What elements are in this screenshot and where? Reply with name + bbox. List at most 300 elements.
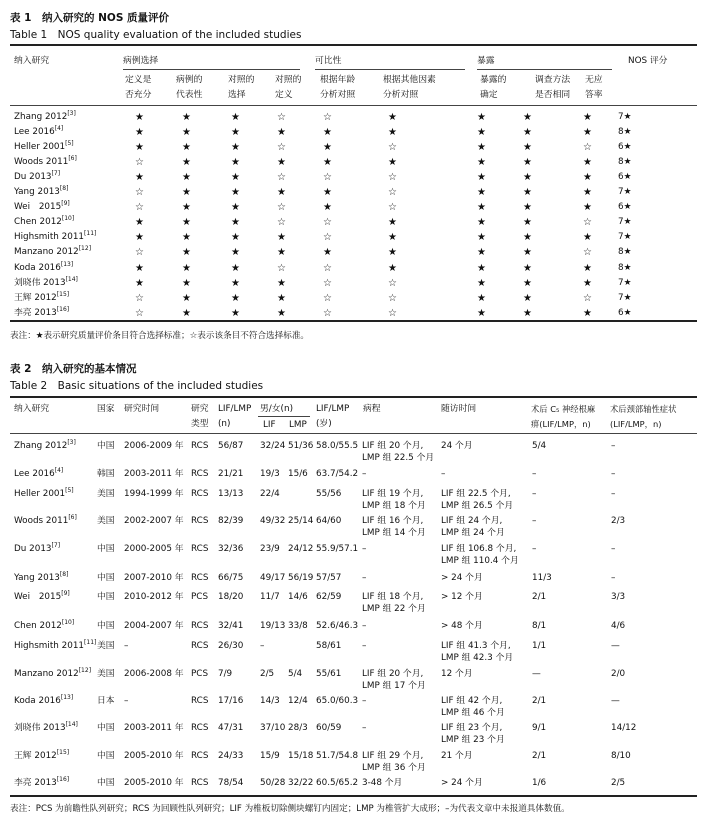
table1-subheader: 病例的	[176, 75, 203, 85]
sex-lmp: 12/4	[288, 696, 308, 706]
sample-size: 32/36	[218, 544, 244, 554]
country: 美国	[97, 641, 115, 651]
table2-header-study: 纳入研究	[14, 404, 50, 414]
table2-header-sex-lif: LIF	[263, 420, 276, 430]
study-label: Highsmith 2011	[14, 232, 85, 243]
study-name	[14, 247, 91, 258]
reference-marker: [10]	[61, 619, 75, 627]
table2-header-n: LIF/LMP	[218, 404, 252, 414]
study-label: Woods 2011	[14, 157, 69, 168]
sample-size: 47/31	[218, 723, 244, 733]
c5-palsy: 11/3	[532, 573, 552, 583]
follow-up: LIF 组 106.8 个月,	[441, 544, 517, 554]
quality-star-mark: ★	[277, 277, 286, 289]
study-type: RCS	[191, 441, 209, 451]
disease-course: –	[362, 723, 367, 733]
table2-header-type: 类型	[191, 419, 209, 429]
c5-palsy: 2/1	[532, 751, 547, 761]
c5-palsy: 2/1	[532, 592, 547, 602]
quality-star-mark: ★	[231, 307, 240, 319]
study-type: RCS	[191, 621, 209, 631]
quality-star-mark: ★	[523, 292, 532, 304]
quality-star-mark: ★	[523, 172, 532, 184]
quality-star-mark: ☆	[277, 262, 286, 274]
study-name	[14, 751, 69, 762]
study-name	[14, 592, 70, 603]
follow-up: 12 个月	[441, 669, 473, 679]
sample-size: 32/41	[218, 621, 244, 631]
quality-star-mark: ☆	[135, 157, 144, 169]
study-name	[14, 187, 68, 198]
quality-star-mark: ★	[477, 157, 486, 169]
sex-header-underline	[258, 416, 310, 417]
study-name	[14, 441, 76, 452]
study-name	[14, 275, 78, 289]
study-label: Woods 2011	[14, 516, 69, 526]
study-period: 1994-1999 年	[124, 489, 184, 499]
axial-symptoms: –	[611, 469, 616, 479]
table1-subheader: 根据其他因素	[383, 75, 436, 85]
c5-palsy: —	[532, 669, 541, 679]
quality-star-mark: ★	[583, 277, 592, 289]
reference-marker: [14]	[65, 275, 78, 283]
sex-lmp: 15/6	[288, 469, 308, 479]
study-label: Chen 2012	[14, 217, 62, 228]
c5-palsy: 5/4	[532, 441, 547, 451]
quality-star-mark: ★	[182, 172, 191, 184]
follow-up: > 24 个月	[441, 573, 483, 583]
quality-star-mark: ★	[583, 307, 592, 319]
disease-course: –	[362, 641, 367, 651]
nos-score: 8★	[618, 127, 632, 138]
nos-score: 6★	[618, 202, 632, 213]
table2-caption-zh: 表 2 纳入研究的基本情况	[10, 363, 137, 375]
study-type: RCS	[191, 544, 209, 554]
sample-size: 66/75	[218, 573, 244, 583]
follow-up: LIF 组 22.5 个月,	[441, 489, 511, 499]
quality-star-mark: ★	[523, 112, 532, 123]
table2-header-sex-lmp: LMP	[289, 420, 307, 430]
reference-marker: [8]	[59, 185, 69, 193]
follow-up: LIF 组 23 个月,	[441, 723, 503, 733]
age: 64/60	[316, 516, 342, 526]
table1-top-rule	[10, 44, 697, 46]
quality-star-mark: ★	[277, 307, 286, 319]
sample-size: 24/33	[218, 751, 244, 761]
quality-star-mark: ★	[231, 187, 240, 199]
study-period: 2007-2010 年	[124, 573, 184, 583]
table1-subheader: 分析对照	[320, 90, 356, 100]
sample-size: 56/87	[218, 441, 244, 451]
study-period: –	[124, 696, 129, 706]
sex-lif: –	[260, 641, 265, 651]
study-type: PCS	[191, 592, 209, 602]
study-label: Highsmith 2011	[14, 641, 85, 651]
quality-star-mark: ★	[182, 247, 191, 259]
c5-palsy: –	[532, 516, 537, 526]
study-type: RCS	[191, 641, 209, 651]
sex-lif: 49/17	[260, 573, 286, 583]
reference-marker: [15]	[56, 749, 70, 757]
c5-palsy: 2/1	[532, 696, 547, 706]
quality-star-mark: ★	[477, 292, 486, 304]
quality-star-mark: ★	[135, 142, 144, 154]
study-type: RCS	[191, 778, 209, 788]
study-label: Heller 2001	[14, 489, 66, 499]
sex-lmp: 15/18	[288, 751, 314, 761]
nos-score: 7★	[618, 292, 632, 303]
sex-lmp: 33/8	[288, 621, 308, 631]
follow-up: > 12 个月	[441, 592, 483, 602]
study-period: 2002-2007 年	[124, 516, 184, 526]
nos-score: 7★	[618, 112, 632, 122]
study-label: Lee 2016	[14, 127, 55, 138]
disease-course: LMP 组 17 个月	[362, 681, 426, 691]
reference-marker: [5]	[65, 140, 74, 148]
study-type: RCS	[191, 696, 209, 706]
table1-subheader: 代表性	[176, 90, 203, 100]
follow-up: > 24 个月	[441, 778, 483, 788]
table1-group-header: 暴露	[477, 56, 495, 66]
study-label: Yang 2013	[14, 573, 60, 583]
table1-caption-en: Table 1 NOS quality evaluation of the included studies	[10, 29, 302, 41]
axial-symptoms: –	[611, 544, 616, 554]
disease-course: LMP 组 14 个月	[362, 528, 426, 538]
axial-symptoms: 8/10	[611, 751, 631, 761]
quality-star-mark: ★	[523, 307, 532, 319]
table2-header-course: 病程	[363, 404, 381, 414]
study-type: RCS	[191, 469, 209, 479]
reference-marker: [16]	[56, 305, 70, 313]
study-period: 2005-2010 年	[124, 778, 184, 788]
study-label: 王辉 2012	[14, 751, 57, 761]
sex-lif: 19/13	[260, 621, 286, 631]
table2-header-followup: 随访时间	[441, 404, 477, 414]
quality-star-mark: ☆	[388, 202, 397, 214]
sex-lif: 23/9	[260, 544, 280, 554]
study-name	[14, 544, 60, 555]
study-label: 王辉 2012	[14, 292, 57, 303]
table2-header-sex: 男/女(n)	[260, 404, 293, 414]
study-period: 2006-2009 年	[124, 441, 184, 451]
quality-star-mark: ★	[182, 307, 191, 319]
reference-marker: [7]	[51, 170, 61, 178]
quality-star-mark: ★	[231, 112, 240, 123]
quality-star-mark: ★	[231, 127, 240, 139]
sex-lif: 11/7	[260, 592, 280, 602]
quality-star-mark: ★	[583, 127, 592, 139]
sex-lif: 49/32	[260, 516, 286, 526]
quality-star-mark: ☆	[277, 172, 286, 184]
study-name	[14, 669, 91, 680]
follow-up: –	[441, 469, 446, 479]
group-underline-exposure	[477, 69, 612, 70]
quality-star-mark: ★	[277, 292, 286, 304]
quality-star-mark: ★	[477, 187, 486, 199]
country: 美国	[97, 669, 115, 679]
age: 55.9/57.1	[316, 544, 359, 554]
sex-lmp: 28/3	[288, 723, 308, 733]
quality-star-mark: ★	[388, 232, 397, 244]
quality-star-mark: ☆	[135, 202, 144, 214]
sex-lmp: 32/22	[288, 778, 314, 788]
reference-marker: [13]	[60, 260, 74, 268]
disease-course: LMP 组 18 个月	[362, 501, 426, 511]
sex-lif: 50/28	[260, 778, 286, 788]
quality-star-mark: ★	[231, 247, 240, 259]
disease-course: LMP 组 22.5 个月	[362, 453, 435, 463]
follow-up: LMP 组 46 个月	[441, 708, 505, 718]
sex-lmp: 51/36	[288, 441, 314, 451]
study-period: 2010-2012 年	[124, 592, 184, 602]
quality-star-mark: ☆	[135, 187, 144, 199]
quality-star-mark: ☆	[323, 277, 332, 289]
quality-star-mark: ☆	[277, 142, 286, 154]
quality-star-mark: ★	[182, 292, 191, 304]
quality-star-mark: ★	[182, 187, 191, 199]
age: 60/59	[316, 723, 342, 733]
table2-header-type: 研究	[191, 404, 209, 414]
study-name	[14, 290, 70, 304]
follow-up: LIF 组 24 个月,	[441, 516, 503, 526]
country: 日本	[97, 696, 115, 706]
reference-marker: [9]	[61, 200, 70, 208]
quality-star-mark: ★	[583, 262, 592, 274]
country: 美国	[97, 489, 115, 499]
study-name	[14, 112, 76, 123]
table2-header-n: (n)	[218, 419, 231, 429]
table1-group-header: 病例选择	[123, 56, 159, 66]
study-name	[14, 232, 96, 243]
age: 60.5/65.2	[316, 778, 359, 788]
axial-symptoms: 4/6	[611, 621, 626, 631]
table1-subheader: 根据年龄	[320, 75, 356, 85]
quality-star-mark: ★	[277, 247, 286, 259]
table1-caption-zh: 表 1 纳入研究的 NOS 质量评价	[10, 12, 170, 24]
age: 63.7/54.2	[316, 469, 359, 479]
quality-star-mark: ☆	[277, 217, 286, 229]
disease-course: –	[362, 573, 367, 583]
table1-subheader: 定义	[275, 90, 293, 100]
table1-subheader: 对照的	[275, 75, 302, 85]
quality-star-mark: ☆	[388, 187, 397, 199]
table2-header-country: 国家	[97, 404, 115, 414]
quality-star-mark: ★	[523, 232, 532, 244]
study-label: Wei 2015	[14, 202, 62, 213]
quality-star-mark: ★	[583, 202, 592, 214]
nos-score: 7★	[618, 277, 632, 288]
sex-lif: 22/4	[260, 489, 280, 499]
reference-marker: [14]	[65, 721, 78, 729]
disease-course: LIF 组 29 个月,	[362, 751, 424, 761]
country: 中国	[97, 544, 115, 554]
study-label: Manzano 2012	[14, 669, 79, 679]
study-name	[14, 172, 60, 183]
table1-subheader: 无应	[585, 75, 603, 85]
quality-star-mark: ★	[135, 232, 144, 244]
quality-star-mark: ☆	[277, 112, 286, 123]
study-label: Koda 2016	[14, 262, 61, 273]
quality-star-mark: ★	[231, 202, 240, 214]
c5-palsy: 8/1	[532, 621, 547, 631]
quality-star-mark: ★	[477, 277, 486, 289]
quality-star-mark: ★	[182, 157, 191, 169]
quality-star-mark: ★	[583, 187, 592, 199]
sex-lmp: 56/19	[288, 573, 314, 583]
study-label: Du 2013	[14, 544, 52, 554]
quality-star-mark: ☆	[583, 142, 592, 154]
study-name	[14, 723, 78, 734]
nos-score: 8★	[618, 157, 632, 168]
table1-subheader: 暴露的	[480, 75, 507, 85]
nos-score: 7★	[618, 217, 632, 228]
study-label: Zhang 2012	[14, 441, 68, 451]
sample-size: 26/30	[218, 641, 244, 651]
quality-star-mark: ☆	[323, 112, 332, 123]
quality-star-mark: ★	[477, 262, 486, 274]
study-name	[14, 142, 74, 153]
table1-subheader: 对照的	[228, 75, 255, 85]
reference-marker: [11]	[84, 230, 97, 238]
quality-star-mark: ★	[583, 157, 592, 169]
study-label: Du 2013	[14, 172, 52, 183]
reference-marker: [9]	[61, 590, 70, 598]
study-label: Koda 2016	[14, 696, 61, 706]
axial-symptoms: 3/3	[611, 592, 626, 602]
reference-marker: [3]	[67, 439, 76, 447]
c5-palsy: –	[532, 469, 537, 479]
axial-symptoms: 2/0	[611, 669, 626, 679]
quality-star-mark: ★	[388, 217, 397, 229]
nos-score: 6★	[618, 142, 632, 153]
table2-header-rule	[10, 433, 697, 434]
reference-marker: [4]	[54, 467, 64, 475]
reference-marker: [3]	[67, 110, 76, 118]
follow-up: LMP 组 26.5 个月	[441, 501, 514, 511]
quality-star-mark: ★	[182, 142, 191, 154]
c5-palsy: 1/1	[532, 641, 547, 651]
reference-marker: [16]	[56, 776, 70, 784]
quality-star-mark: ★	[231, 217, 240, 229]
quality-star-mark: ★	[182, 112, 191, 123]
study-name	[14, 127, 63, 138]
quality-star-mark: ★	[477, 217, 486, 229]
sex-lmp: 25/14	[288, 516, 314, 526]
quality-star-mark: ★	[231, 172, 240, 184]
study-period: 2003-2011 年	[124, 723, 184, 733]
sample-size: 18/20	[218, 592, 244, 602]
study-label: Chen 2012	[14, 621, 62, 631]
quality-star-mark: ☆	[323, 292, 332, 304]
study-type: RCS	[191, 723, 209, 733]
study-name	[14, 157, 77, 168]
quality-star-mark: ★	[388, 157, 397, 169]
age: 51.7/54.8	[316, 751, 359, 761]
study-name	[14, 202, 70, 213]
quality-star-mark: ★	[135, 127, 144, 139]
quality-star-mark: ☆	[323, 217, 332, 229]
study-name	[14, 217, 74, 228]
table1-subheader: 调查方法	[535, 75, 571, 85]
study-name	[14, 489, 74, 500]
quality-star-mark: ☆	[583, 217, 592, 229]
country: 韩国	[97, 469, 115, 479]
quality-star-mark: ★	[277, 232, 286, 244]
quality-star-mark: ★	[135, 262, 144, 274]
reference-marker: [13]	[60, 694, 74, 702]
age: 62/59	[316, 592, 342, 602]
study-period: 2005-2010 年	[124, 751, 184, 761]
reference-marker: [6]	[68, 155, 77, 163]
quality-star-mark: ☆	[388, 172, 397, 184]
study-name	[14, 641, 96, 652]
study-period: 2004-2007 年	[124, 621, 184, 631]
age: 52.6/46.3	[316, 621, 359, 631]
table1-bottom-rule	[10, 320, 697, 322]
axial-symptoms: –	[611, 573, 616, 583]
reference-marker: [15]	[56, 290, 70, 298]
c5-palsy: –	[532, 544, 537, 554]
disease-course: LIF 组 20 个月,	[362, 669, 424, 679]
quality-star-mark: ★	[523, 127, 532, 139]
axial-symptoms: —	[611, 696, 620, 706]
study-type: PCS	[191, 669, 209, 679]
quality-star-mark: ★	[523, 202, 532, 214]
table1-subheader: 否充分	[125, 90, 152, 100]
quality-star-mark: ★	[231, 142, 240, 154]
quality-star-mark: ☆	[583, 247, 592, 259]
study-name	[14, 621, 74, 632]
quality-star-mark: ★	[523, 262, 532, 274]
quality-star-mark: ★	[182, 202, 191, 214]
study-label: Heller 2001	[14, 142, 66, 153]
quality-star-mark: ★	[323, 202, 332, 214]
disease-course: LIF 组 19 个月,	[362, 489, 424, 499]
table2-note: 表注：PCS 为前瞻性队列研究；RCS 为回顾性队列研究；LIF 为椎板切除侧块螺钉内固定；LMP 为椎管扩大成形；–为代表文章中未报道具体数值。	[10, 804, 570, 814]
c5-palsy: 9/1	[532, 723, 547, 733]
quality-star-mark: ★	[231, 277, 240, 289]
study-label: 刘晓伟 2013	[14, 277, 66, 288]
table2-top-rule	[10, 396, 697, 398]
study-label: 李亮 2013	[14, 778, 57, 788]
quality-star-mark: ★	[277, 127, 286, 139]
country: 中国	[97, 723, 115, 733]
quality-star-mark: ★	[583, 112, 592, 123]
quality-star-mark: ☆	[583, 292, 592, 304]
study-type: RCS	[191, 516, 209, 526]
study-name	[14, 573, 68, 584]
disease-course: –	[362, 544, 367, 554]
age: 58/61	[316, 641, 342, 651]
quality-star-mark: ★	[231, 232, 240, 244]
country: 美国	[97, 516, 115, 526]
quality-star-mark: ★	[583, 232, 592, 244]
reference-marker: [11]	[84, 639, 97, 647]
table1-first-col-header: 纳入研究	[14, 56, 50, 66]
quality-star-mark: ★	[277, 187, 286, 199]
study-label: Yang 2013	[14, 187, 60, 198]
quality-star-mark: ★	[182, 277, 191, 289]
quality-star-mark: ★	[231, 292, 240, 304]
quality-star-mark: ★	[477, 127, 486, 139]
table1-note: 表注：★表示研究质量评价条目符合选择标准；☆表示该条目不符合选择标准。	[10, 331, 310, 341]
quality-star-mark: ☆	[388, 307, 397, 319]
quality-star-mark: ☆	[388, 142, 397, 154]
quality-star-mark: ★	[477, 202, 486, 214]
quality-star-mark: ★	[583, 172, 592, 184]
nos-score: 7★	[618, 187, 632, 198]
quality-star-mark: ★	[523, 142, 532, 154]
